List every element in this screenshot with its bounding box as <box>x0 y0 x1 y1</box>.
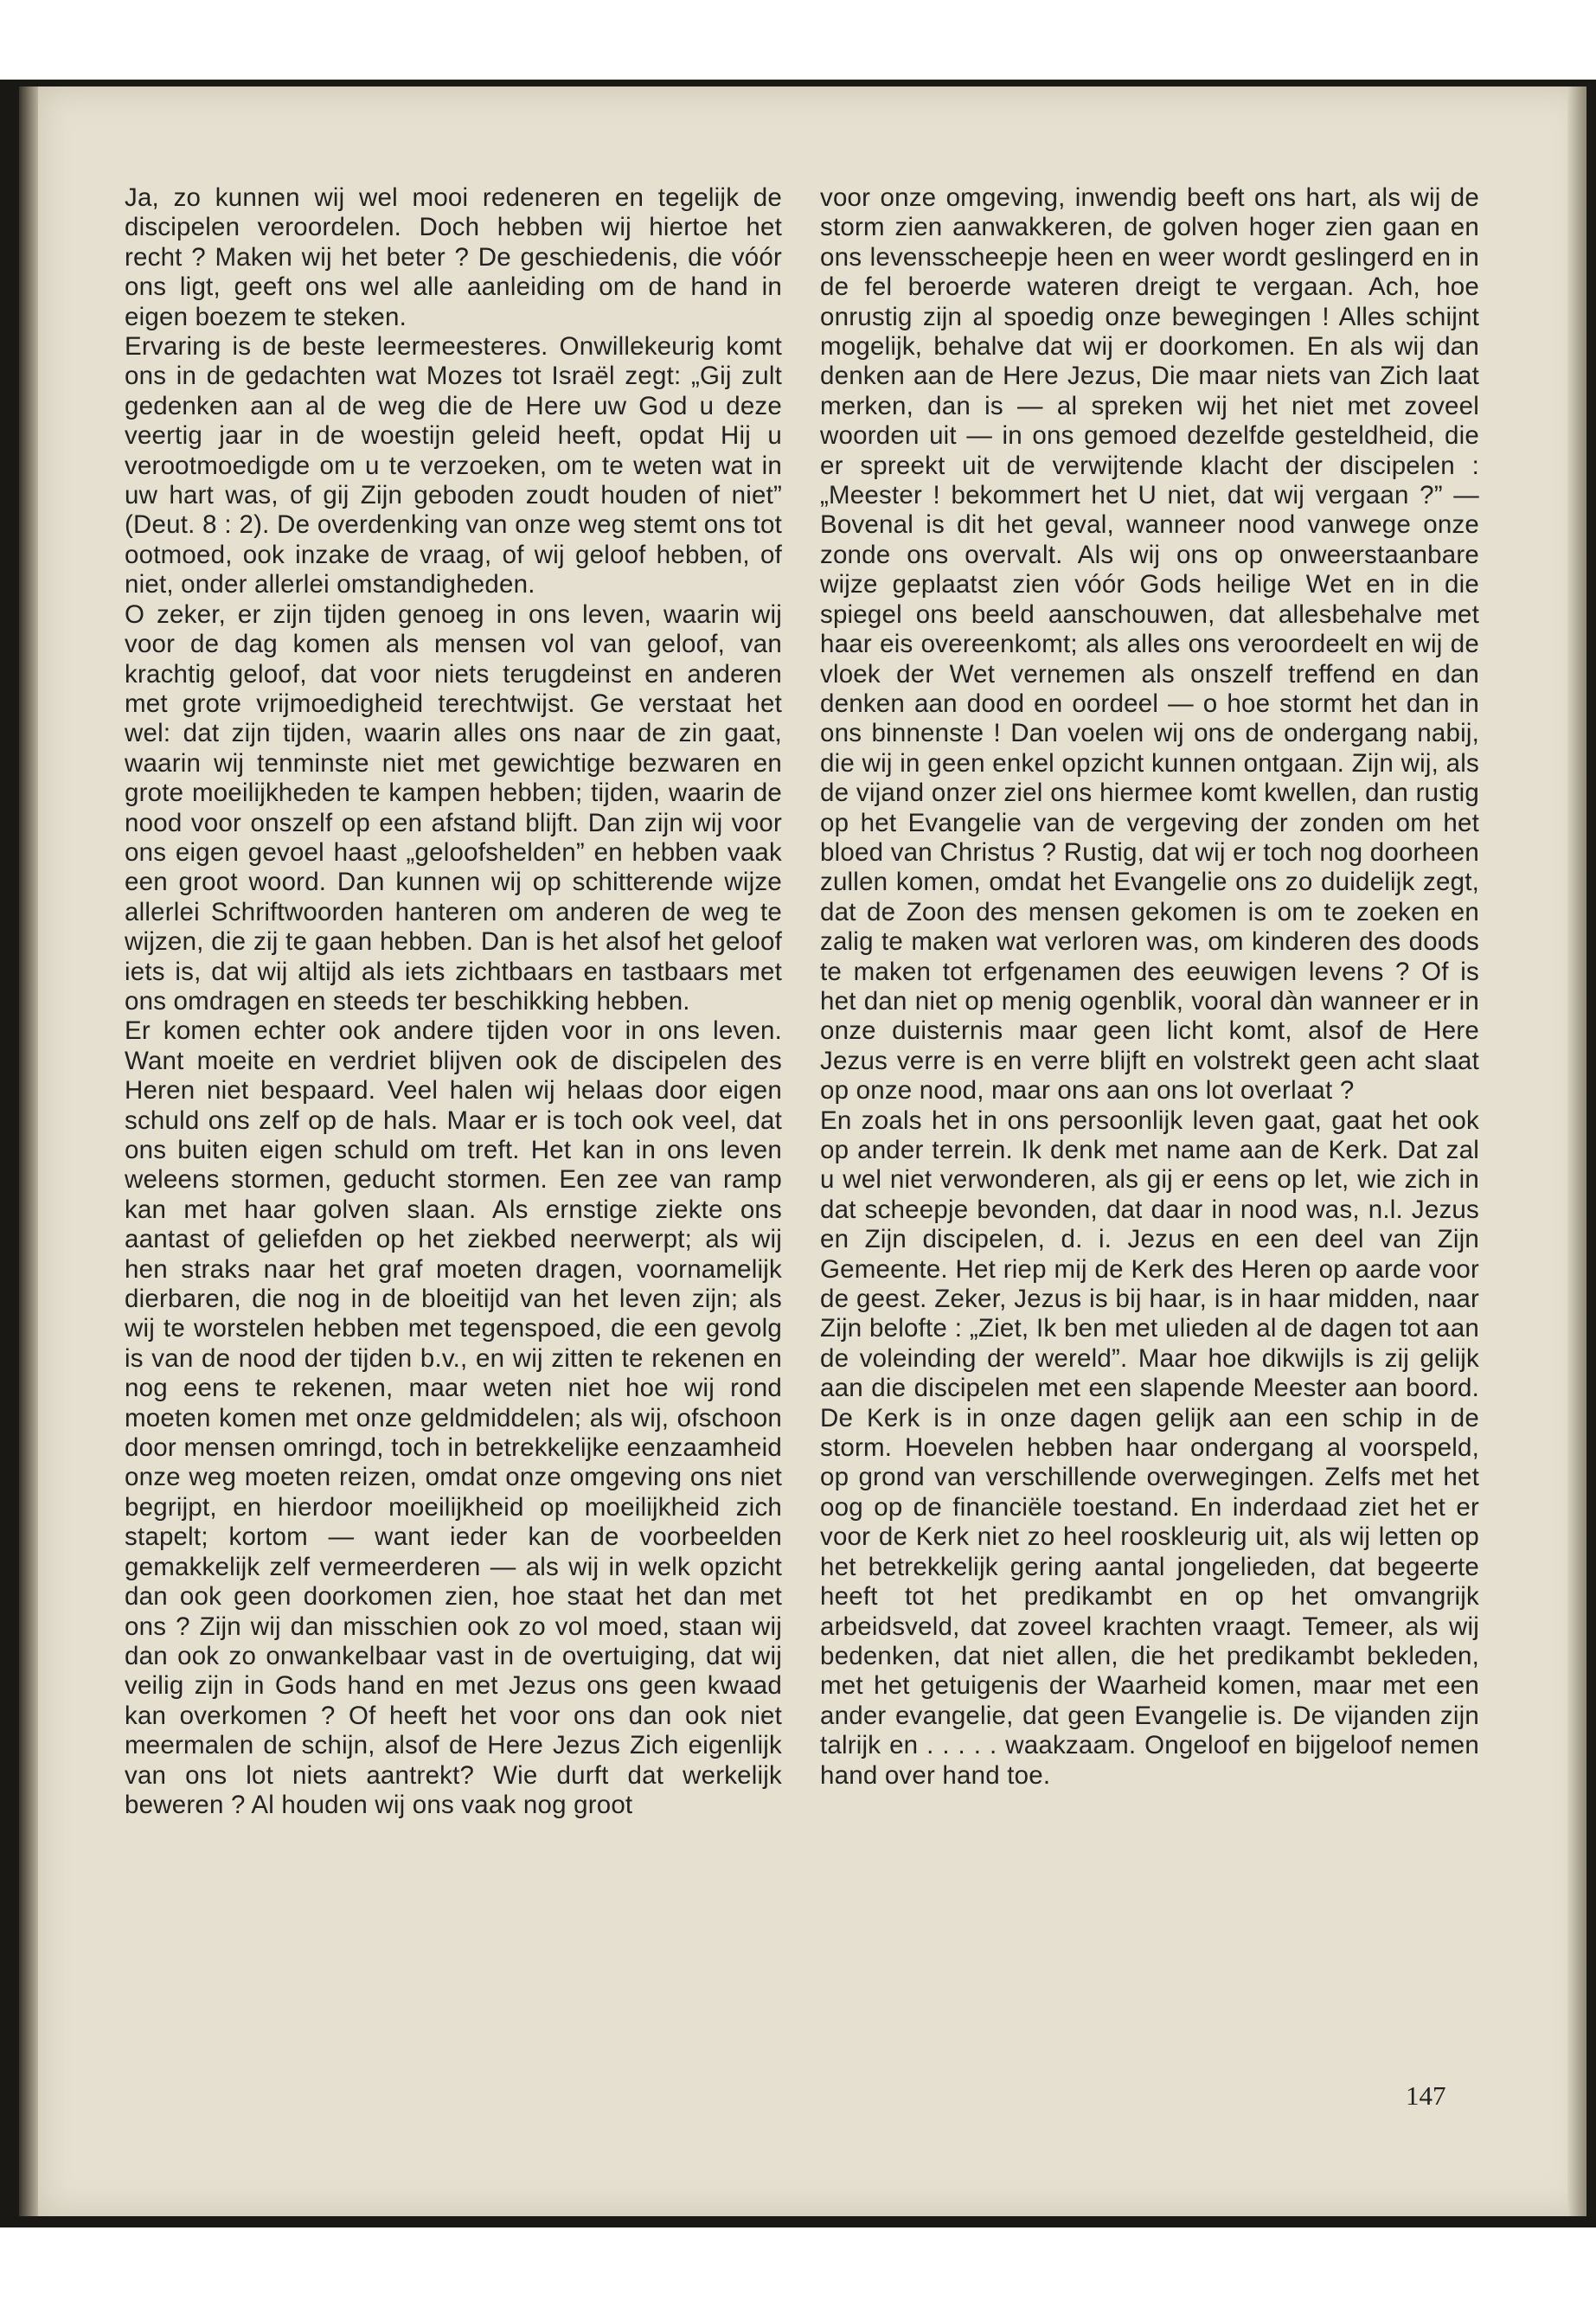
paragraph: En zoals het in ons persoonlijk leven gaat, gaat het ook op ander terrein. Ik denk met name aan de Kerk. Dat zal u wel niet verwonderen, als gij er eens op let, wie zich in dat scheepje bevonden, dat daar in nood was, n.l. Jezus en Zijn discipelen, d. i. Jezus en een deel van Zijn Gemeente. Het riep mij de Kerk des Heren op aarde voor de geest. Zeker, Jezus is bij haar, is in haar midden, naar Zijn belofte : „Ziet, Ik ben met ulieden al de dagen tot aan de voleinding der wereld”. Maar hoe dikwijls is zij gelijk aan die discipelen met een slapende Meester aan boord. De Kerk is in onze dagen gelijk aan een schip in de storm. Hoevelen hebben haar ondergang al voorspeld, op grond van verschillende overwegingen. Zelfs met het oog op de financiële toestand. En inderdaad ziet het er voor de Kerk niet zo heel rooskleurig uit, als wij letten op het betrekkelijk gering aantal jongelieden, dat begeerte heeft tot het predikambt en op het omvangrijk arbeidsveld, dat zoveel krachten vraagt. Temeer, als wij bedenken, dat niet allen, die het predikambt bekleden, met het getuigenis der Waarheid komen, maar met een ander evangelie, dat geen Evangelie is. De vijanden zijn talrijk en . . . . . waakzaam. Ongeloof en bijgeloof nemen hand over hand toe. <box>820 1106 1479 1790</box>
paragraph: voor onze omgeving, inwendig beeft ons hart, als wij de storm zien aanwakkeren, de golven hoger zien gaan en ons levensscheepje heen en weer wordt geslingerd en in de fel beroerde wateren dreigt te vergaan. Ach, hoe onrustig zijn al spoedig onze bewegingen ! Alles schijnt mogelijk, behalve dat wij er doorkomen. En als wij dan denken aan de Here Jezus, Die maar niets van Zich laat merken, dan is — al spreken wij het niet met zoveel woorden uit — in ons gemoed dezelfde gesteldheid, die er spreekt uit de verwijtende klacht der discipelen : „Meester ! bekommert het U niet, dat wij vergaan ?” — Bovenal is dit het geval, wanneer nood vanwege onze zonde ons overvalt. Als wij ons op onweerstaanbare wijze geplaatst zien vóór Gods heilige Wet en in die spiegel ons beeld aanschouwen, dat allesbehalve met haar eis overeenkomt; als alles ons veroordeelt en wij de vloek der Wet vernemen als onszelf treffend en dan denken aan dood en oordeel — o hoe stormt het dan in ons binnenste ! Dan voelen wij ons de ondergang nabij, die wij in geen enkel opzicht kunnen ontgaan. Zijn wij, als de vijand onzer ziel ons hiermee komt kwellen, dan rustig op het Evangelie van de vergeving der zonden om het bloed van Christus ? Rustig, dat wij er toch nog doorheen zullen komen, omdat het Evangelie ons zo duidelijk zegt, dat de Zoon des mensen gekomen is om te zoeken en zalig te maken wat verloren was, om kinderen des doods te maken tot erfgenamen des eeuwigen levens ? Of is het dan niet op menig ogenblik, vooral dàn wanneer er in onze duisternis maar geen licht komt, alsof de Here Jezus verre is en verre blijft en volstrekt geen acht slaat op onze nood, maar ons aan ons lot overlaat ? <box>820 183 1479 1106</box>
paragraph: Ja, zo kunnen wij wel mooi redeneren en tegelijk de discipelen veroordelen. Doch hebben wij hiertoe het recht ? Maken wij het beter ? De geschiedenis, die vóór ons ligt, geeft ons wel alle aanleiding om de hand in eigen boezem te steken. <box>125 183 782 331</box>
paragraph: O zeker, er zijn tijden genoeg in ons leven, waarin wij voor de dag komen als mensen vol van geloof, van krachtig geloof, dat voor niets terugdeinst en anderen met grote vrijmoedigheid terechtwijst. Ge verstaat het wel: dat zijn tijden, waarin alles ons naar de zin gaat, waarin wij tenminste niet met gewichtige bezwaren en grote moeilijkheden te kampen hebben; tijden, waarin de nood voor onszelf op een afstand blijft. Dan zijn wij voor ons eigen gevoel haast „geloofshelden” en hebben vaak een groot woord. Dan kunnen wij op schitterende wijze allerlei Schriftwoorden hanteren om anderen de weg te wijzen, die zij te gaan hebben. Dan is het alsof het geloof iets is, dat wij altijd als iets zichtbaars en tastbaars met ons omdragen en steeds ter beschikking hebben. <box>125 599 782 1016</box>
page-stack-edge <box>1567 87 1586 2216</box>
book-binding-edge <box>19 87 38 2216</box>
paragraph: Er komen echter ook andere tijden voor in ons leven. Want moeite en verdriet blijven ook de discipelen des Heren niet bespaard. Veel halen wij helaas door eigen schuld ons zelf op de hals. Maar er is toch ook veel, dat ons buiten eigen schuld om treft. Het kan in ons leven weleens stormen, geducht stormen. Een zee van ramp kan met haar golven slaan. Als ernstige ziekte ons aantast of geliefden op het ziekbed neerwerpt; als wij hen straks naar het graf moeten dragen, voornamelijk dierbaren, die nog in de bloeitijd van het leven zijn; als wij te worstelen hebben met tegenspoed, die een gevolg is van de nood der tijden b.v., en wij zitten te rekenen en nog eens te rekenen, maar weten niet hoe wij rond moeten komen met onze geldmiddelen; als wij, ofschoon door mensen omringd, toch in betrekkelijke eenzaamheid onze weg moeten reizen, omdat onze omgeving ons niet begrijpt, en hierdoor moeilijkheid op moeilijkheid zich stapelt; kortom — want ieder kan de voorbeelden gemakkelijk zelf vermeerderen — als wij in welk opzicht dan ook geen doorkomen zien, hoe staat het dan met ons ? Zijn wij dan misschien ook zo vol moed, staan wij dan ook zo onwankelbaar vast in de overtuiging, dat wij veilig zijn in Gods hand en met Jezus ons geen kwaad kan overkomen ? Of heeft het voor ons dan ook niet meermalen de schijn, alsof de Here Jezus Zich eigenlijk van ons lot niets aantrekt? Wie durft dat werkelijk beweren ? Al houden wij ons vaak nog groot <box>125 1016 782 1819</box>
left-text-column <box>125 183 782 1820</box>
paragraph: Ervaring is de beste leermeesteres. Onwillekeurig komt ons in de gedachten wat Mozes tot Israël zegt: „Gij zult gedenken aan al de weg die de Here uw God u deze veertig jaar in de woestijn geleid heeft, opdat Hij u verootmoedigde om u te verzoeken, om te weten wat in uw hart was, of gij Zijn geboden zoudt houden of niet” (Deut. 8 : 2). De overdenking van onze weg stemt ons tot ootmoed, ook inzake de vraag, of wij geloof hebben, of niet, onder allerlei omstandigheden. <box>125 332 782 599</box>
page-number: 147 <box>1406 2080 1446 2111</box>
right-text-column <box>820 183 1479 1791</box>
